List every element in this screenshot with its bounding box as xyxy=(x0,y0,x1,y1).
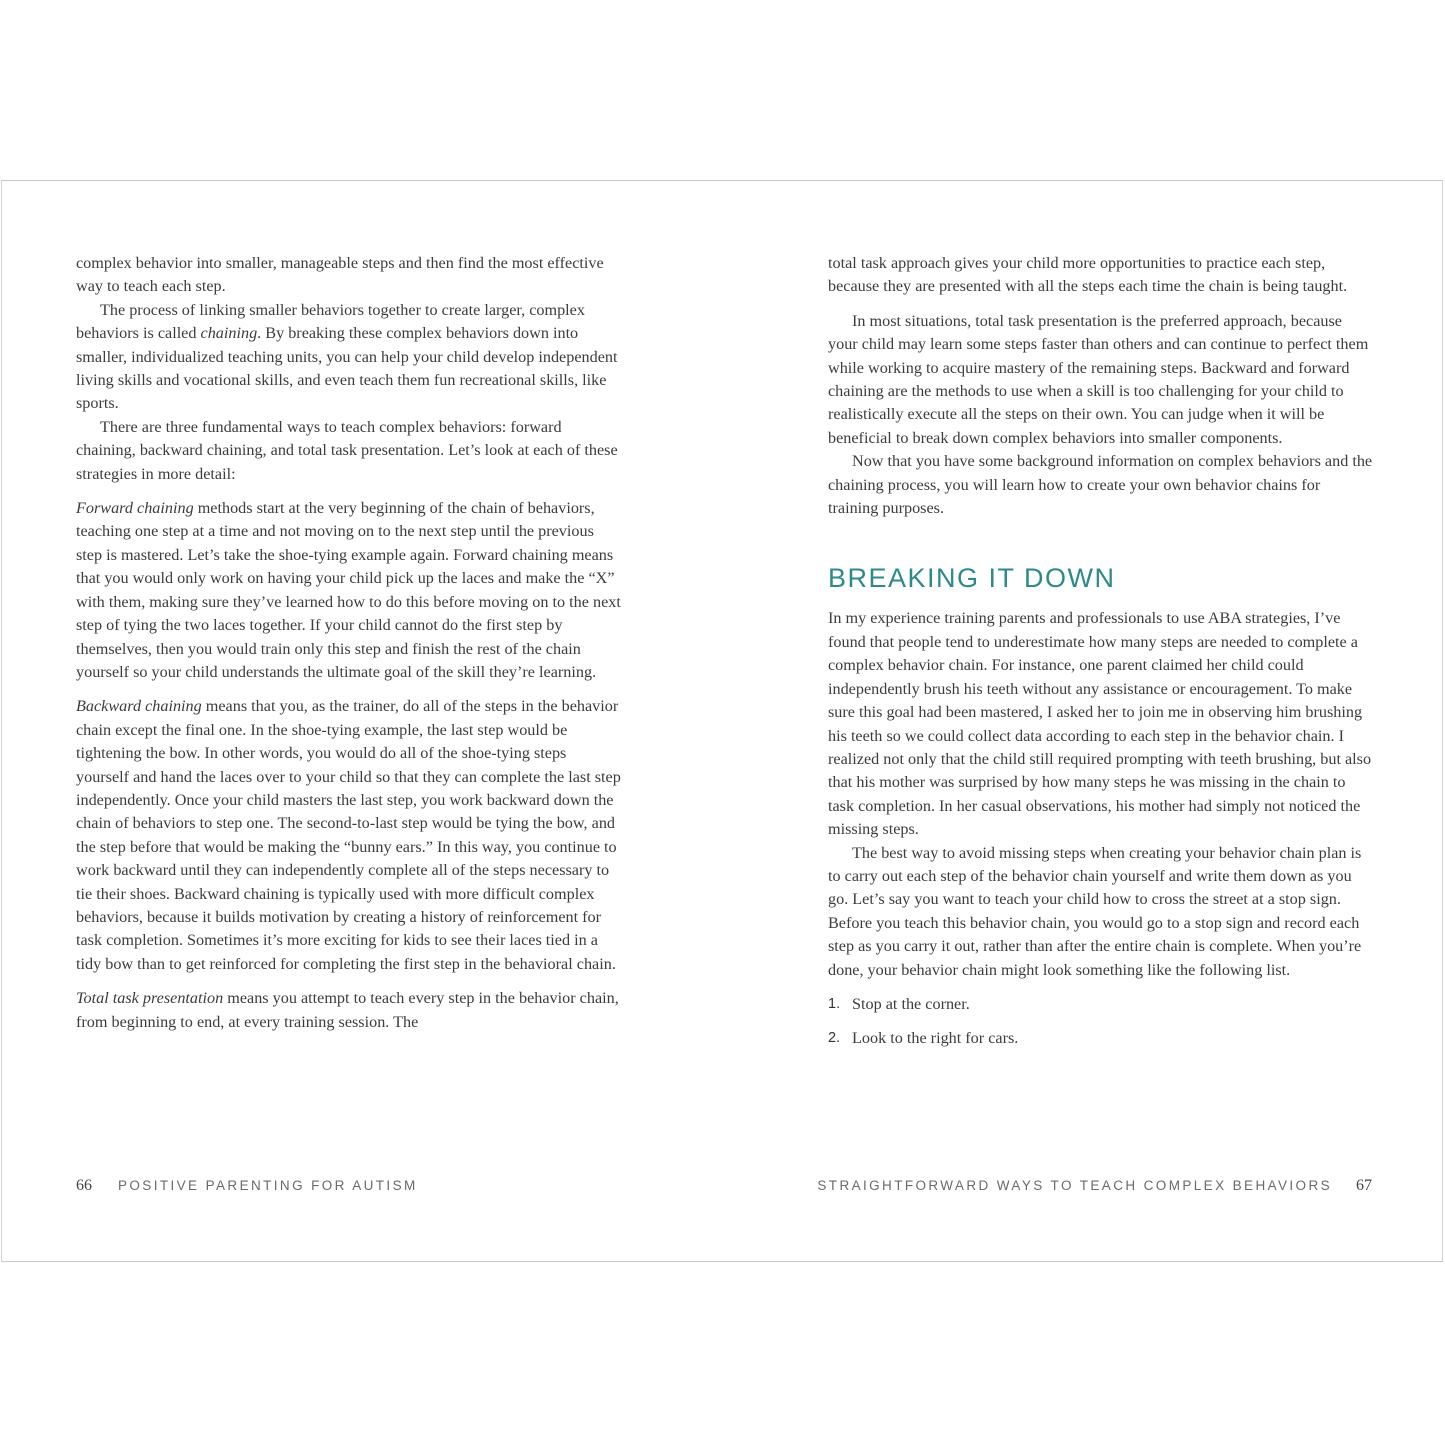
paragraph: The process of linking smaller behaviors together to create larger, complex behaviors is called chaining. By breaking these complex behaviors down into smaller, individualized teaching units, you can help your child develop independent living skills and vocational skills, and even teach them fun recreational skills, like sports. xyxy=(76,300,618,413)
page-number: 66 xyxy=(76,1177,92,1194)
paragraph: total task approach gives your child more opportunities to practice each step, because they are presented with all the steps each time the chain is being taught. xyxy=(828,254,1348,296)
list-number: 1. xyxy=(828,995,841,1012)
right-page xyxy=(723,181,1444,1261)
list-number: 2. xyxy=(828,1030,841,1047)
list-text: Stop at the corner. xyxy=(852,994,970,1013)
paragraph: complex behavior into smaller, manageable steps and then find the most effective way to teach each step. xyxy=(76,254,604,296)
section-heading: BREAKING IT DOWN xyxy=(828,563,1116,594)
left-text-column xyxy=(76,252,621,1034)
paragraph-total-task: Total task presentation means you attempt to teach every step in the behavior chain, from beginning to end, at every training session. The xyxy=(76,989,619,1031)
left-page xyxy=(2,181,723,1261)
term-total-task-presentation: Total task presentation xyxy=(76,989,224,1008)
paragraph-backward-chaining: Backward chaining means that you, as the trainer, do all of the steps in the behavior chain except the final one. In the shoe-tying example, the last step would be tightening the bow. In other words, you would do all of the shoe-tying steps yourself and hand the laces over to your child so that they can complete the last step independently. Once your child masters the last step, you work backward down the chain of behaviors to step one. The second-to-last step would be tying the bow, and the step before that would be making the “bunny ears.” In this way, you continue to work backward until they can independently complete all of the steps necessary to tie their shoes. Backward chaining is typically used with more difficult complex behaviors, because it builds motivation by creating a history of reinforcement for task completion. Sometimes it’s more exciting for kids to see their laces tied in a tidy bow than to get reinforced for completing the first step in the behavioral chain. xyxy=(76,697,621,973)
list-text: Look to the right for cars. xyxy=(852,1029,1019,1048)
page-number: 67 xyxy=(1356,1177,1372,1194)
list-item xyxy=(828,1027,1373,1050)
paragraph: The best way to avoid missing steps when creating your behavior chain plan is to carry out each step of the behavior chain yourself and write them down as you go. Let’s say you want to teach your child how to cross the street at a stop sign. Before you teach this behavior chain, you would go to a stop sign and record each step as you carry it out, rather than after the entire chain is complete. When you’re done, your behavior chain might look something like the following list. xyxy=(828,843,1362,979)
paragraph-forward-chaining: Forward chaining methods start at the very beginning of the chain of behaviors, teaching one step at a time and not moving on to the next step until the previous step is mastered. Let’s take the shoe-tying example again. Forward chaining means that you would only work on having your child pick up the laces and make the “X” with them, making sure they’ve learned how to do this before moving on to the next step of tying the two laces together. If your child cannot do the first step by themselves, then you would train only this step and finish the rest of the chain yourself so your child understands the ultimate goal of the skill they’re learning. xyxy=(76,499,621,681)
left-footer xyxy=(76,1177,418,1195)
right-text-column xyxy=(828,252,1373,1051)
book-spread xyxy=(1,180,1443,1262)
list-item xyxy=(828,993,1373,1016)
paragraph: In my experience training parents and professionals to use ABA strategies, I’ve found that people tend to underestimate how many steps are needed to complete a complex behavior chain. For instance, one parent claimed her child could independently brush his teeth without any assistance or encouragement. To make sure this goal had been mastered, I asked her to join me in observing him brushing his teeth so we could collect data according to each step in the behavior chain. I realized not only that the child still required prompting with teeth brushing, but also that his mother was surprised by how many steps he was missing in the chain to task completion. In her casual observations, his mother had simply not noticed the missing steps. xyxy=(828,609,1372,839)
term-backward-chaining: Backward chaining xyxy=(76,697,202,716)
running-head: POSITIVE PARENTING FOR AUTISM xyxy=(118,1178,418,1193)
right-footer xyxy=(817,1177,1372,1195)
paragraph: There are three fundamental ways to teach complex behaviors: forward chaining, backward chaining, and total task presentation. Let’s look at each of these strategies in more detail: xyxy=(76,417,618,483)
running-head: STRAIGHTFORWARD WAYS TO TEACH COMPLEX BEHAVIORS xyxy=(817,1178,1332,1193)
term-chaining: chaining xyxy=(200,324,258,343)
term-forward-chaining: Forward chaining xyxy=(76,499,194,518)
paragraph: Now that you have some background information on complex behaviors and the chaining process, you will learn how to create your own behavior chains for training purposes. xyxy=(828,452,1373,518)
paragraph: In most situations, total task presentation is the preferred approach, because your child may learn some steps faster than others and can continue to perfect them while working to acquire mastery of the remaining steps. Backward and forward chaining are the methods to use when a skill is too challenging for your child to realistically execute all the steps on their own. You can judge when it will be beneficial to break down complex behaviors into smaller components. xyxy=(828,311,1369,447)
